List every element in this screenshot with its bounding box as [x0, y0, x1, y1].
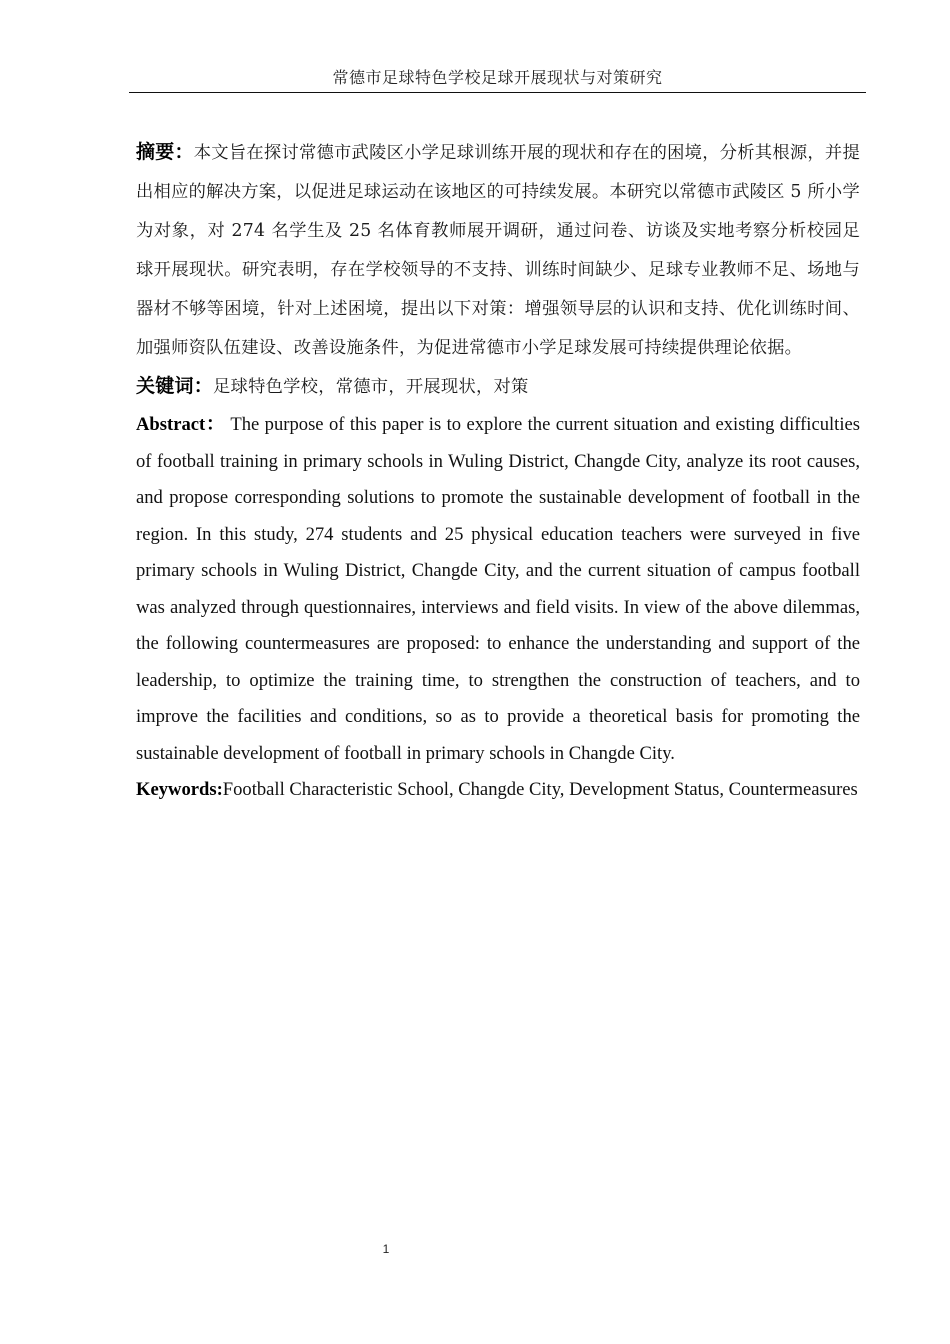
english-keywords-label: Keywords: [136, 779, 223, 800]
english-abstract-label: Abstract： [136, 414, 226, 435]
chinese-keywords-label: 关键词： [136, 375, 214, 397]
english-keywords-text: Football Characteristic School, Changde City, Development Status, Countermeasures [222, 779, 858, 800]
chinese-abstract-text: 本文旨在探讨常德市武陵区小学足球训练开展的现状和存在的困境，分析其根源，并提出相应的解决方案，以促进足球运动在该地区的可持续发展。本研究以常德市武陵区 5 所小学为对象，对 274 名学生及 25 名体育教师展开调研，通过问卷、访谈及实地考察分析校园足球开展现状。研究表明，存在学校领导的不支持、训练时间缺少、足球专业教师不足、场地与器材不够等困境，针对上述困境，提出以下对策：增强领导层的认识和支持、优化训练时间、加强师资队伍建设、改善设施条件，为促进常德市小学足球发展可持续提供理论依据。 [136, 143, 860, 358]
chinese-keywords [136, 368, 860, 405]
english-keywords [136, 772, 860, 809]
header-rule [129, 92, 866, 93]
running-header: 常德市足球特色学校足球开展现状与对策研究 [332, 68, 663, 87]
abstract-page-content [136, 133, 860, 809]
page-number: 1 [382, 1242, 390, 1256]
chinese-abstract-label: 摘要： [136, 141, 194, 163]
english-abstract-text: The purpose of this paper is to explore the current situation and existing difficulties of football training in primary schools in Wuling District, Changde City, analyze its root causes, and propose corresponding solutions to promote the sustainable development of football in the region. In this study, 274 students and 25 physical education teachers were surveyed in five primary schools in Wuling District, Changde City, and the current situation of campus football was analyzed through questionnaires, interviews and field visits. In view of the above dilemmas, the following countermeasures are proposed: to enhance the understanding and support of the leadership, to optimize the training time, to strengthen the construction of teachers, and to improve the facilities and conditions, so as to provide a theoretical basis for promoting the sustainable development of football in primary schools in Changde City. [136, 414, 860, 764]
chinese-abstract [136, 133, 860, 368]
chinese-keywords-text: 足球特色学校，常德市，开展现状，对策 [213, 377, 529, 397]
english-abstract [136, 407, 860, 772]
